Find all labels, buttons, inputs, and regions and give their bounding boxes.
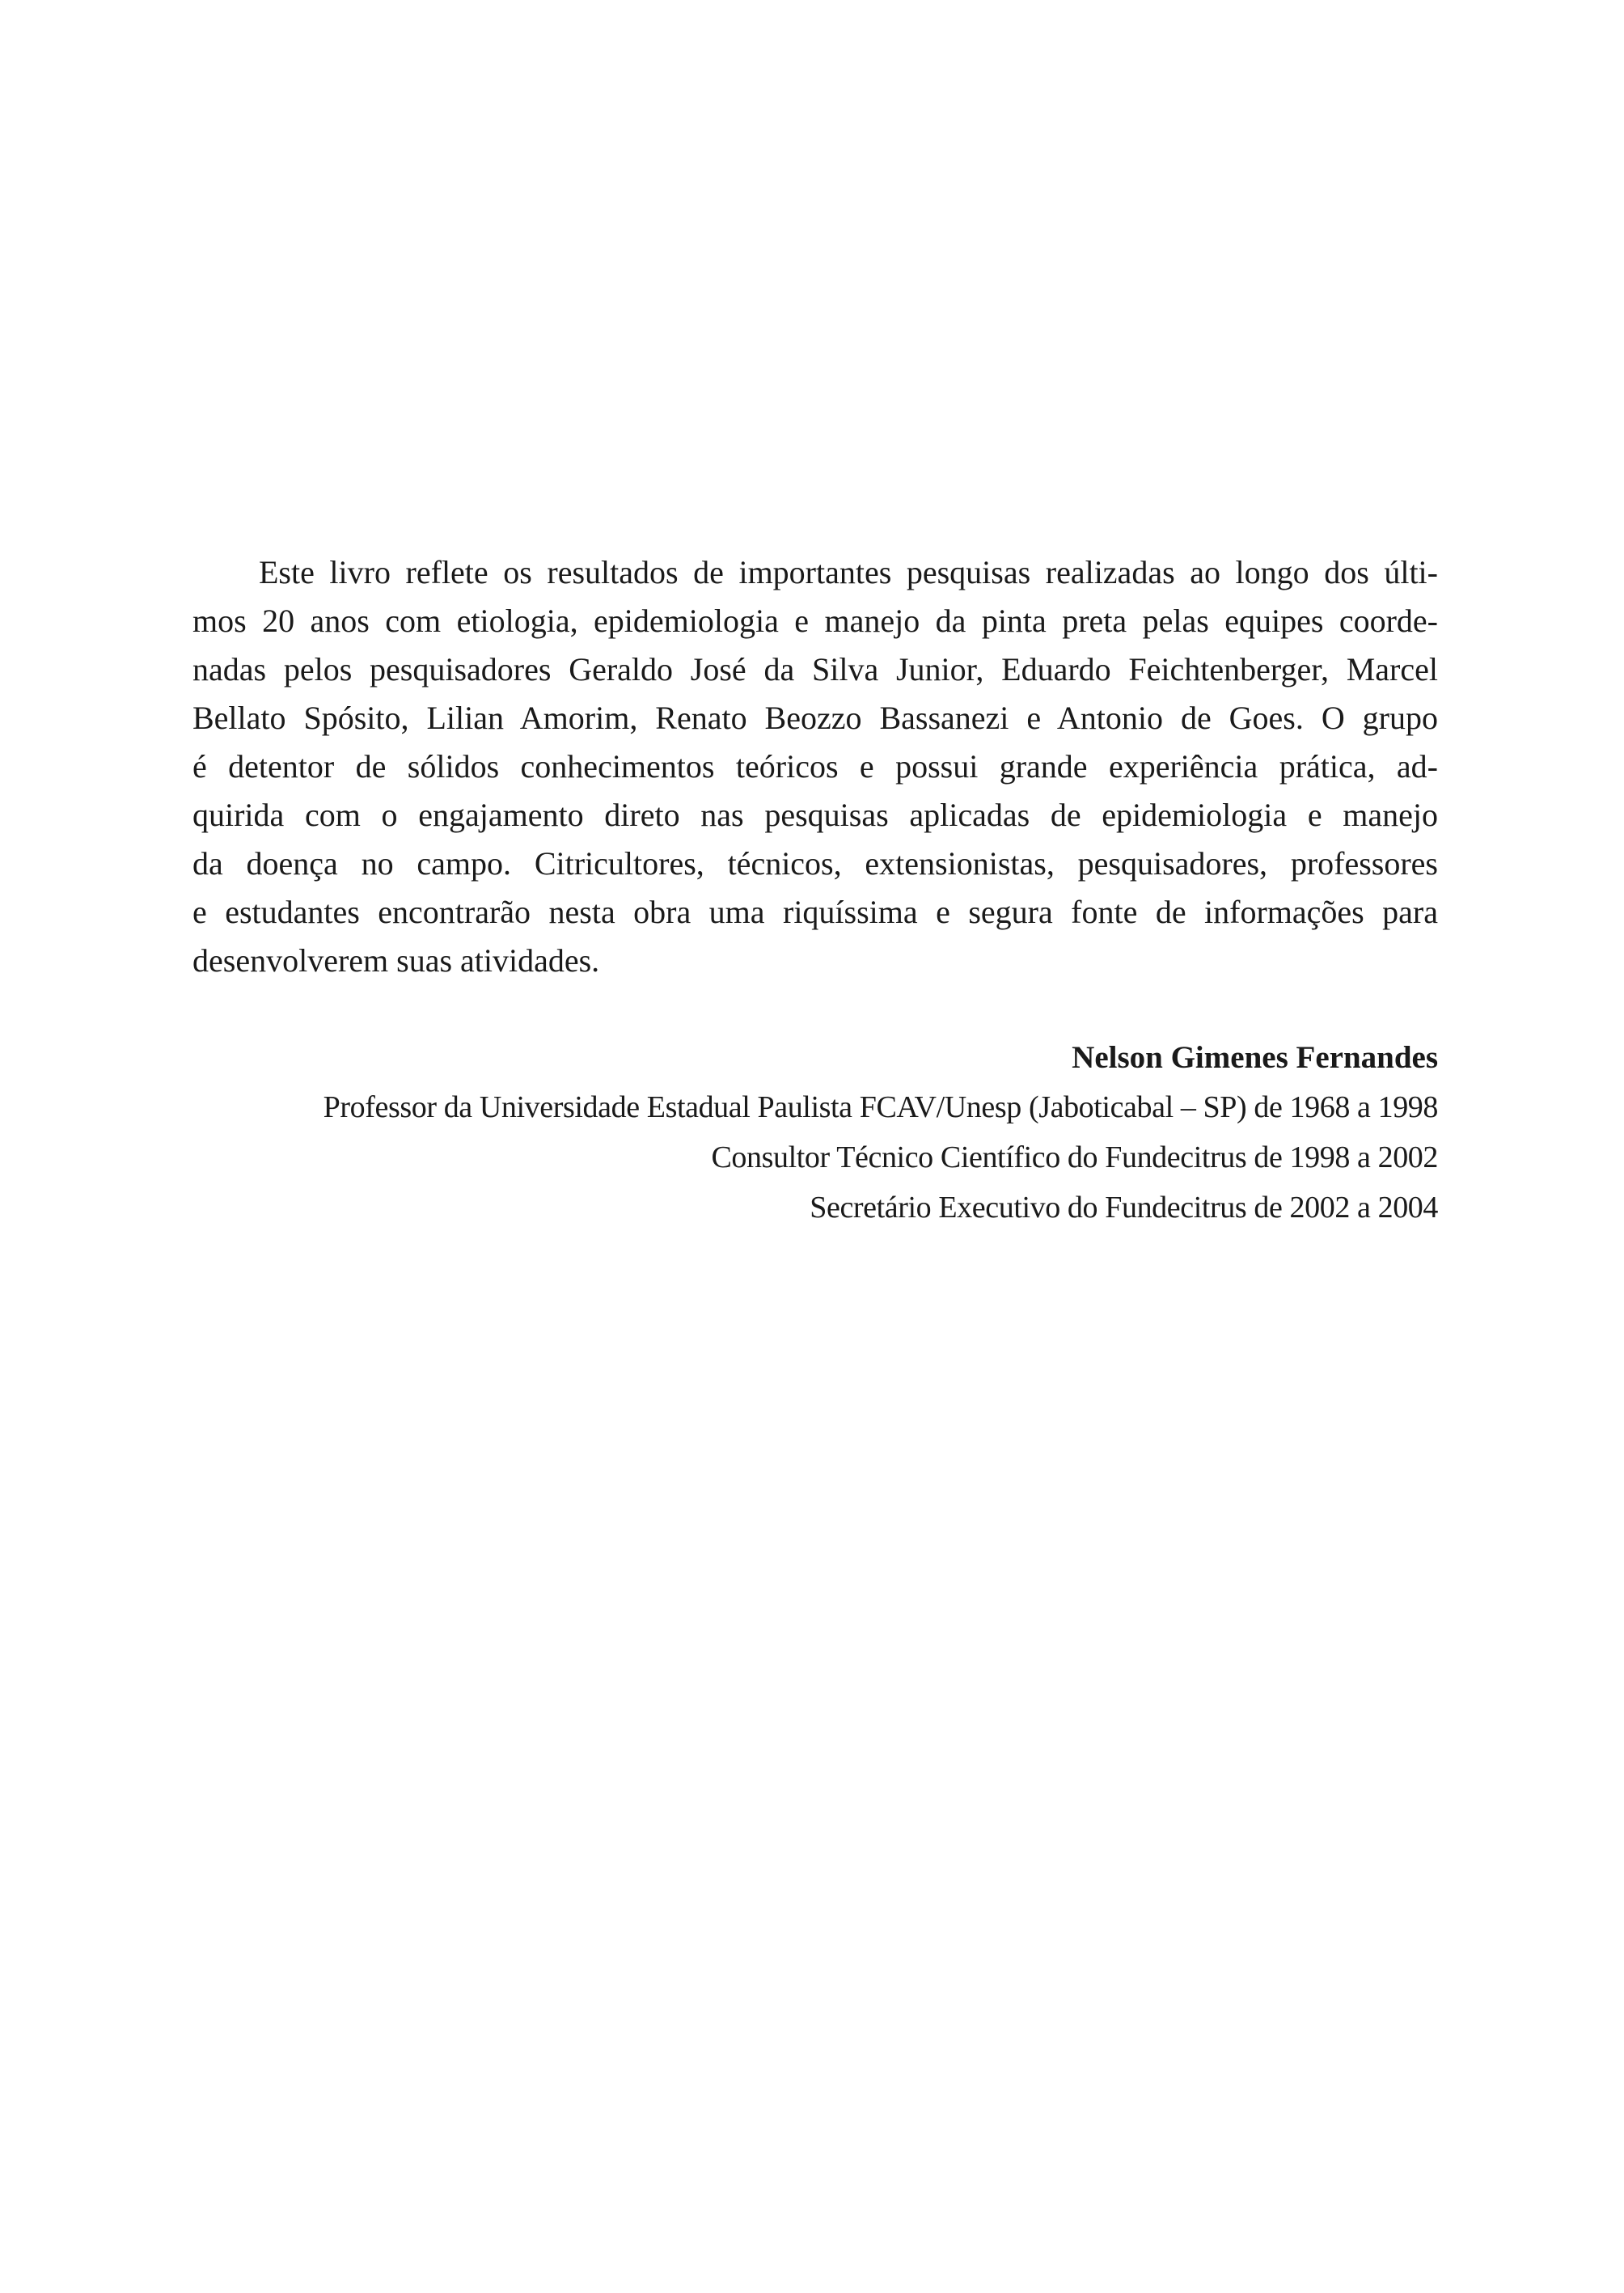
author-name: Nelson Gimenes Fernandes xyxy=(1072,1040,1438,1075)
paragraph-line: nadas pelos pesquisadores Geraldo José da Silva Junior, Eduardo Feichtenberger, Marcel xyxy=(192,651,1438,687)
author-signature xyxy=(192,1034,1438,1233)
preface-text-block xyxy=(192,548,1438,1233)
paragraph-line: é detentor de sólidos conhecimentos teóricos e possui grande experiência prática, ad- xyxy=(192,748,1438,785)
body-paragraph xyxy=(192,548,1438,985)
paragraph-line: Este livro reflete os resultados de importantes pesquisas realizadas ao longo dos últi- xyxy=(259,554,1438,590)
paragraph-line: mos 20 anos com etiologia, epidemiologia e manejo da pinta preta pelas equipes coorde- xyxy=(192,603,1438,639)
paragraph-line: da doença no campo. Citricultores, técnicos, extensionistas, pesquisadores, professores xyxy=(192,845,1438,882)
paragraph-line: e estudantes encontrarão nesta obra uma riquíssima e segura fonte de informações para xyxy=(192,894,1438,930)
author-role: Secretário Executivo do Fundecitrus de 2002 a 2004 xyxy=(810,1191,1438,1225)
paragraph-line: desenvolverem suas atividades. xyxy=(192,942,600,979)
author-role: Professor da Universidade Estadual Paulista FCAV/Unesp (Jaboticabal – SP) de 1968 a 1998 xyxy=(323,1090,1438,1124)
author-role: Consultor Técnico Científico do Fundecitrus de 1998 a 2002 xyxy=(711,1140,1438,1174)
paragraph-line: Bellato Spósito, Lilian Amorim, Renato Beozzo Bassanezi e Antonio de Goes. O grupo xyxy=(192,700,1438,736)
paragraph-line: quirida com o engajamento direto nas pesquisas aplicadas de epidemiologia e manejo xyxy=(192,797,1438,833)
